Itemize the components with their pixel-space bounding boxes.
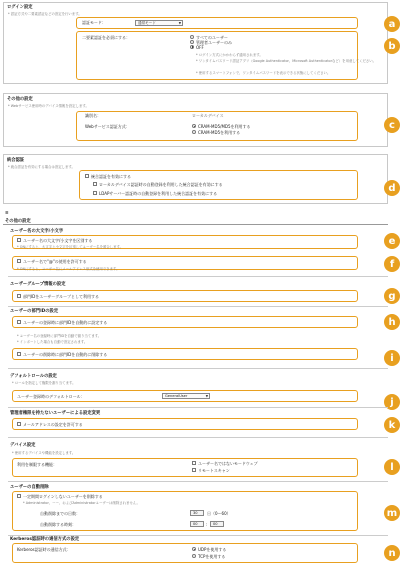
link-note: * 統合認証を有効にする場合は設定します。: [8, 165, 75, 169]
kerberos-udp-radio[interactable]: [192, 547, 196, 551]
kerberos-tcp-radio[interactable]: [192, 554, 196, 558]
lockout-period-label: 自動削除までの日数：: [40, 511, 80, 516]
callout-e: e: [384, 233, 400, 249]
case-note: * ONにすると、大文字と小文字を区別してユーザー名を照合します。: [17, 245, 124, 249]
callout-c: c: [384, 117, 400, 133]
device-opt1-checkbox[interactable]: [192, 461, 196, 465]
twofactor-all-radio[interactable]: [190, 35, 194, 39]
web-auth-opt1-label: CRAM-MD5/MD5を利用する: [198, 124, 251, 129]
dept-auto-delete-label: ユーザーの削除時に部門IDを自動的に削除する: [23, 352, 108, 357]
lockout-title: ユーザーの自動削除: [10, 485, 49, 490]
lockout-time-label: 自動削除する時刻：: [40, 522, 76, 527]
link-opt2-checkbox[interactable]: [93, 191, 97, 195]
callout-n: n: [384, 545, 400, 561]
device-name-value: ローカルデバイス: [192, 113, 224, 118]
link-enable-label: 統合認証を有効にする: [91, 174, 131, 179]
twofactor-note-3: * 使用するスマートフォンで、ワンタイムパスワードを表示できる状態にしてください。: [196, 71, 331, 75]
callout-i: i: [384, 350, 400, 366]
group-checkbox[interactable]: [17, 294, 21, 298]
link-opt1-checkbox[interactable]: [93, 182, 97, 186]
callout-a: a: [384, 16, 400, 32]
twofactor-admin-radio[interactable]: [190, 40, 194, 44]
lockout-time-colon: :: [206, 522, 208, 527]
lockout-hour-input[interactable]: 00: [190, 521, 204, 527]
device-opt2-checkbox[interactable]: [192, 468, 196, 472]
group-title: ユーザーグループ情報の設定: [10, 282, 66, 287]
auth-title: ログイン設定: [7, 5, 33, 10]
role-select[interactable]: GeneralUser ▼: [162, 393, 210, 399]
twofactor-all-label: すべてのユーザー: [196, 34, 228, 40]
lockout-checkbox[interactable]: [17, 494, 21, 498]
callout-b: b: [384, 38, 400, 54]
divider-1: [8, 276, 388, 277]
dept-auto-set-checkbox[interactable]: [17, 320, 21, 324]
web-auth-opt2-label: CRAM-MD5を利用する: [198, 130, 241, 135]
auth-note: * 認証方式や二要素認証などの設定を行います。: [8, 12, 82, 16]
kerberos-title: Kerberos認証時の通信方式の設定: [10, 537, 80, 542]
dept-note-1: * ユーザー名の登録時に部門IDを自動で割り当てます。: [17, 334, 102, 338]
at-checkbox[interactable]: [17, 259, 21, 263]
divider-3: [8, 368, 388, 369]
twofactor-label: 二要素認証を必須にする：: [82, 35, 130, 40]
divider-5: [8, 437, 388, 438]
link-enable-checkbox[interactable]: [85, 174, 89, 178]
callout-j: j: [384, 394, 400, 410]
group-label: 部門IDをユーザーグループとして利用する: [23, 294, 99, 299]
twofactor-off-label: OFF: [196, 44, 204, 50]
kerberos-tcp-label: TCPを使用する: [198, 554, 226, 559]
divider-6: [8, 481, 388, 482]
dept-auto-set-label: ユーザーの登録時に部門IDを自動的に設定する: [23, 320, 108, 325]
highlight-a: [76, 17, 358, 29]
web-auth-label: Webサービス認証方式：: [85, 124, 130, 129]
case-checkbox[interactable]: [17, 238, 21, 242]
lockout-period-range: 日（0〜60）: [207, 511, 231, 516]
kerberos-label: Kerberos認証時の通信方式：: [17, 547, 71, 552]
case-label: ユーザー名の大文字/小文字を区別する: [23, 238, 93, 243]
highlight-n: [12, 543, 358, 563]
callout-d: d: [384, 180, 400, 196]
twofactor-admin-label: 管理者ユーザーのみ: [196, 39, 232, 45]
link-opt1-label: ローカルデバイス認証時の自動登録を利用した統合認証を有効にする: [99, 182, 223, 187]
dept-auto-delete-checkbox[interactable]: [17, 352, 21, 356]
device-opt2-label: リモートスキャン: [198, 468, 230, 473]
callout-k: k: [384, 417, 400, 433]
web-auth-opt1-radio[interactable]: [192, 124, 196, 128]
lockout-min-input[interactable]: 00: [210, 521, 224, 527]
device-note: * 使用するデバイスや機能を設定します。: [12, 451, 76, 455]
callout-m: m: [384, 505, 400, 521]
divider-4: [8, 407, 388, 408]
login-mode-label: 認証モード：: [82, 20, 106, 25]
lockout-label: 一定期間ログインしないユーザーを削除する: [23, 494, 103, 499]
callout-l: l: [384, 459, 400, 475]
twofactor-note-1: * ログイン方式にかかわらず適用されます。: [196, 53, 263, 57]
login-mode-select[interactable]: 通常モード ▼: [135, 20, 183, 26]
device-opt1-label: ユーザー名ではないモードウェブ: [198, 461, 258, 466]
user-settings-divider: [3, 224, 388, 225]
kerberos-udp-label: UDPを使用する: [198, 547, 227, 552]
dept-title: ユーザーの部門IDの設定: [10, 309, 59, 314]
role-label: ユーザー登録時のデフォルトロール：: [17, 394, 85, 399]
divider-2: [8, 306, 388, 307]
link-title: 統合認証: [7, 158, 25, 163]
at-label: ユーザー名で"@"の使用を許可する: [23, 259, 87, 264]
web-auth-opt2-radio[interactable]: [192, 130, 196, 134]
link-opt2-label: LDAPサーバー認証時の自動登録を利用した統合認証を有効にする: [99, 191, 218, 196]
device-title: デバイス設定: [10, 443, 36, 448]
lockout-period-input[interactable]: 30: [190, 510, 204, 516]
callout-h: h: [384, 314, 400, 330]
at-note: * ONにすると、ユーザー名にメールアドレス形式を使用できます。: [17, 267, 120, 271]
callout-f: f: [384, 256, 400, 272]
role-note: * ロールを指定して権限を割り当てます。: [12, 381, 76, 385]
device-restrict-label: 利用を制限する機能：: [17, 462, 57, 467]
callout-g: g: [384, 288, 400, 304]
other-note: * Webサービス使用時のデバイス情報を設定します。: [8, 104, 89, 108]
case-title: ユーザー名の大文字/小文字: [10, 229, 64, 234]
twofactor-off-radio[interactable]: [190, 45, 194, 49]
lockout-note: * Administrator、ーー、およびAdministratorユーザーは削除されません。: [23, 501, 140, 505]
role-title: デフォルトロールの設定: [10, 374, 57, 379]
user-settings-header: その他の設定: [5, 219, 31, 224]
highlight-l: [12, 458, 358, 477]
other-title: その他の設定: [7, 97, 33, 102]
email-checkbox[interactable]: [17, 422, 21, 426]
device-name-label: 識別名：: [85, 113, 101, 118]
email-title: 管理者権限を持たないユーザーによる設定変更: [10, 411, 101, 416]
email-label: メールアドレスの設定を許可する: [23, 422, 83, 427]
user-settings-marker: ≡: [5, 211, 9, 216]
twofactor-note-2: * ワンタイムパスワード認証アプリ（Google Authenticator、Microsoft Authenticatorなど）を用意してください。: [196, 59, 377, 63]
dept-note-2: * インポートした場合も自動で設定されます。: [17, 340, 88, 344]
